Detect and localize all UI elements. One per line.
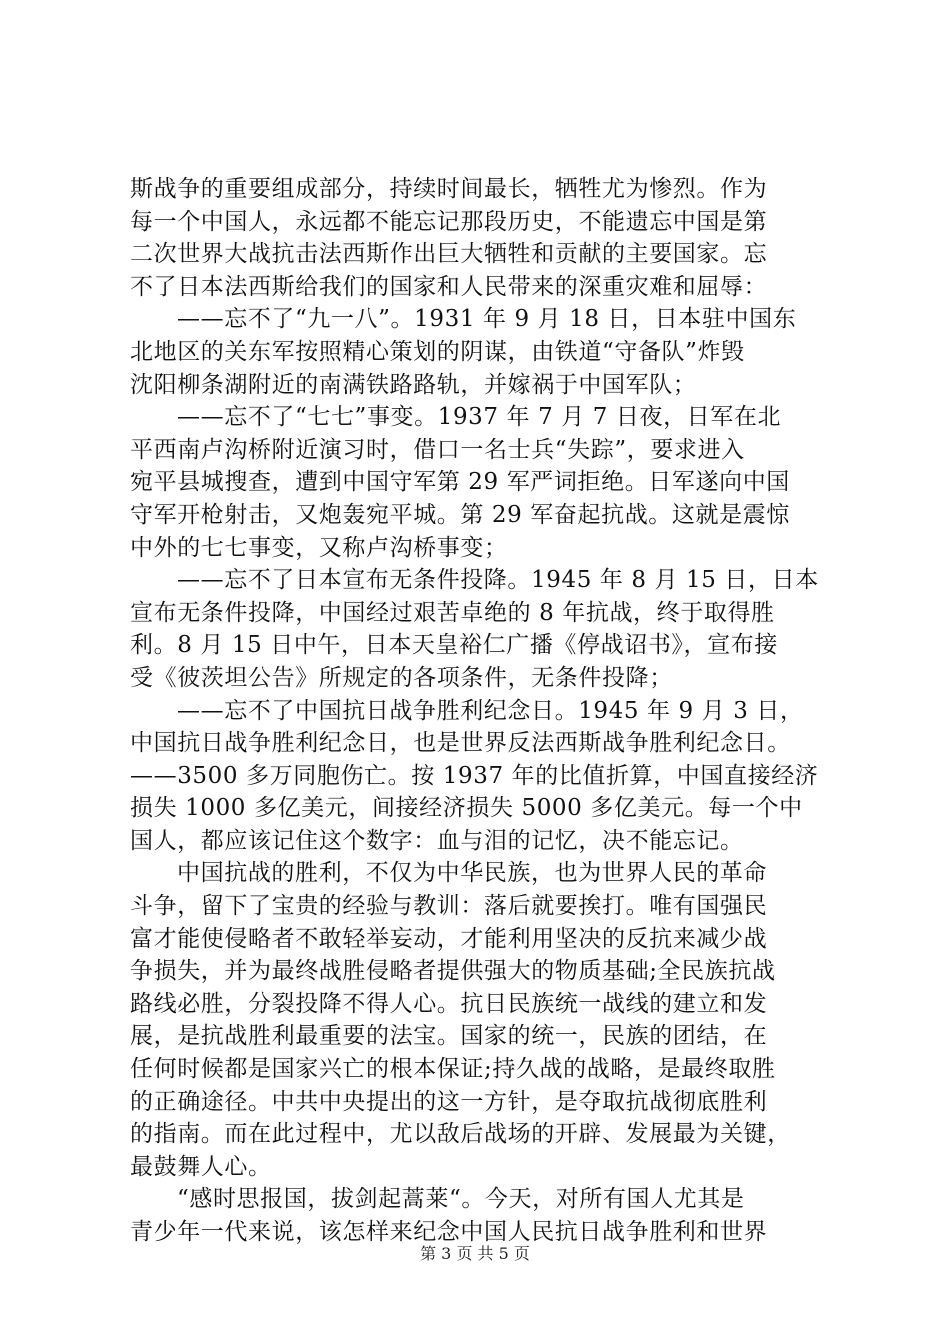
text-line: 二次世界大战抗击法西斯作出巨大牺牲和贡献的主要国家。忘 xyxy=(130,241,768,268)
text-line: 平西南卢沟桥附近演习时，借口一名士兵“失踪”，要求进入 xyxy=(130,436,745,463)
text-line: 沈阳柳条湖附近的南满铁路路轨，并嫁祸于中国军队； xyxy=(130,371,697,398)
text-line: 中国抗战的胜利，不仅为中华民族，也为世界人民的革命 xyxy=(177,860,767,887)
text-line: 斗争，留下了宝贵的经验与教训：落后就要挨打。唯有国强民 xyxy=(130,893,768,920)
text-line: ——3500 多万同胞伤亡。按 1937 年的比值折算，中国直接经济 xyxy=(130,762,819,789)
text-line: 利。8 月 15 日中午，日本天皇裕仁广播《停战诏书》，宣布接 xyxy=(130,632,778,659)
page-footer: 第 3 页 共 5 页 xyxy=(420,1244,530,1263)
text-line: 宣布无条件投降，中国经过艰苦卓绝的 8 年抗战，终于取得胜 xyxy=(130,599,775,626)
text-line: 展，是抗战胜利最重要的法宝。国家的统一，民族的团结，在 xyxy=(130,1023,768,1050)
text-line: ——忘不了“七七”事变。1937 年 7 月 7 日夜，日军在北 xyxy=(177,404,782,431)
text-line: 损失 1000 多亿美元，间接经济损失 5000 多亿美元。每一个中 xyxy=(130,795,803,822)
text-line: 北地区的关东军按照精心策划的阴谋，由铁道“守备队”炸毁 xyxy=(130,338,745,365)
text-line: 中外的七七事变，又称卢沟桥事变； xyxy=(130,534,508,561)
text-line: 斯战争的重要组成部分，持续时间最长，牺牲尤为惨烈。作为 xyxy=(130,176,768,202)
document-body xyxy=(130,173,830,1249)
text-line: ——忘不了日本宣布无条件投降。1945 年 8 月 15 日，日本 xyxy=(177,567,819,594)
text-line: 国人，都应该记住这个数字：血与泪的记忆，决不能忘记。 xyxy=(130,827,744,854)
text-line: ——忘不了中国抗日战争胜利纪念日。1945 年 9 月 3 日， xyxy=(177,697,804,724)
text-line: 中国抗日战争胜利纪念日，也是世界反法西斯战争胜利纪念日。 xyxy=(130,730,791,757)
text-line: 青少年一代来说，该怎样来纪念中国人民抗日战争胜利和世界 xyxy=(130,1219,768,1245)
text-line: 任何时候都是国家兴亡的根本保证;持久战的战略，是最终取胜 xyxy=(130,1056,776,1083)
text-line: ——忘不了“九一八”。1931 年 9 月 18 日，日本驻中国东 xyxy=(177,306,797,333)
text-line: 受《彼茨坦公告》所规定的各项条件，无条件投降； xyxy=(130,664,673,691)
text-line: 守军开枪射击，又炮轰宛平城。第 29 军奋起抗战。这就是震惊 xyxy=(130,501,790,528)
text-line: 的正确途径。中共中央提出的这一方针，是夺取抗战彻底胜利 xyxy=(130,1088,768,1115)
text-line: 不了日本法西斯给我们的国家和人民带来的深重灾难和屈辱： xyxy=(130,273,768,300)
text-line: 的指南。而在此过程中，尤以敌后战场的开辟、发展最为关键， xyxy=(130,1121,791,1148)
text-line: 富才能使侵略者不敢轻举妄动，才能利用坚决的反抗来减少战 xyxy=(130,925,768,952)
text-line: 争损失，并为最终战胜侵略者提供强大的物质基础;全民族抗战 xyxy=(130,958,776,985)
text-line: 每一个中国人，永远都不能忘记那段历史，不能遗忘中国是第 xyxy=(130,208,768,235)
text-line: 路线必胜，分裂投降不得人心。抗日民族统一战线的建立和发 xyxy=(130,990,768,1017)
text-line: 宛平县城搜查，遭到中国守军第 29 军严词拒绝。日军遂向中国 xyxy=(130,469,790,496)
text-line: 最鼓舞人心。 xyxy=(130,1153,272,1180)
text-line: “感时思报国，拔剑起蒿莱“。今天，对所有国人尤其是 xyxy=(177,1186,745,1213)
